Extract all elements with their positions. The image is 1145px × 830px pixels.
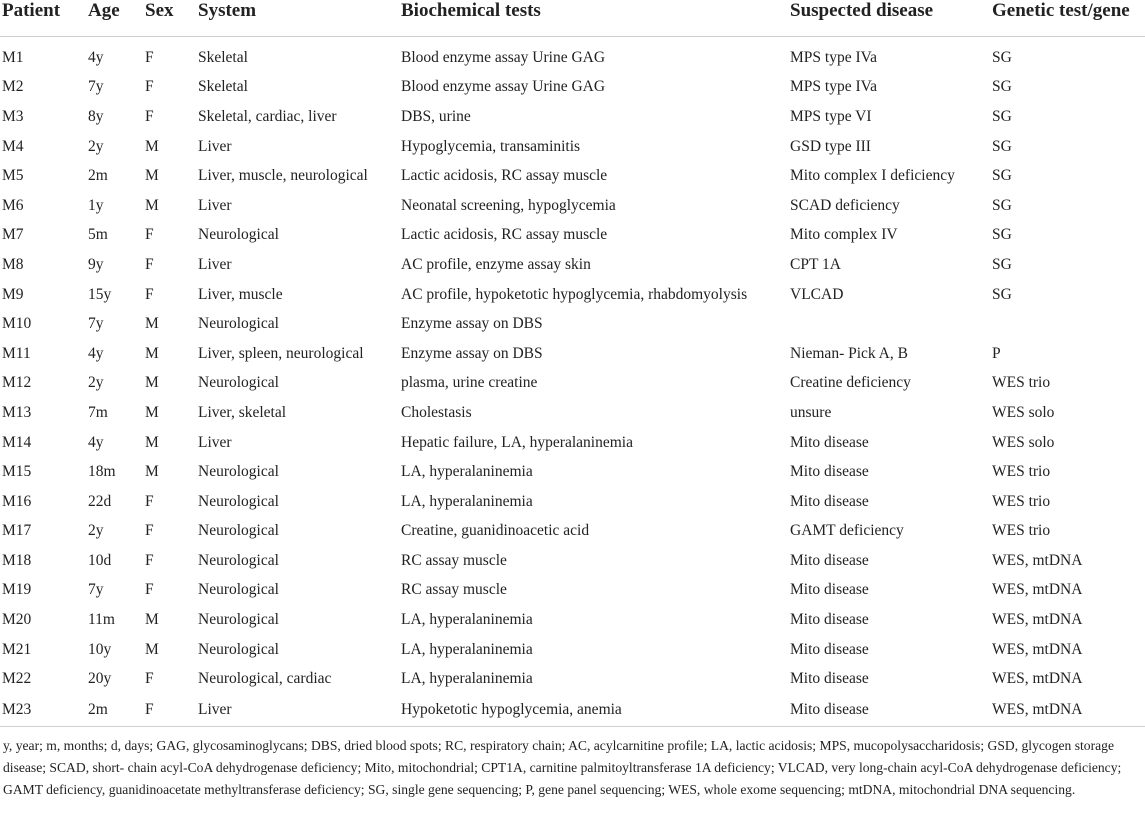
table-row [0, 664, 1145, 694]
col-age-cell: 4y [88, 433, 104, 451]
col-genetic-test-header: Genetic test/gene [990, 0, 1145, 37]
col-age-cell: 18m [88, 463, 116, 481]
col-system-cell: Neurological [198, 315, 279, 333]
col-genetic-test-cell: SG [992, 255, 1012, 273]
table-row [0, 635, 1145, 665]
col-patient-cell: M11 [2, 344, 31, 362]
table-row [0, 517, 1145, 547]
col-age-cell: 7m [88, 403, 108, 421]
col-suspected-disease-cell: Mito disease [790, 670, 869, 688]
col-patient-cell: M18 [2, 551, 32, 569]
col-patient-cell: M10 [2, 315, 32, 333]
col-system-cell: Skeletal [198, 78, 248, 96]
col-patient-header: Patient [0, 0, 86, 37]
col-suspected-disease-cell: VLCAD [790, 285, 844, 303]
col-patient-cell: M19 [2, 581, 32, 599]
col-genetic-test-cell: SG [992, 107, 1012, 125]
col-suspected-disease-cell: CPT 1A [790, 255, 841, 273]
table-row [0, 102, 1145, 132]
col-sex-cell: M [145, 433, 159, 451]
col-genetic-test-cell: SG [992, 285, 1012, 303]
col-system-cell: Liver [196, 694, 399, 727]
col-biochemical-tests-cell: Hypoglycemia, transaminitis [401, 137, 581, 155]
col-system-cell: Liver, muscle [198, 285, 283, 303]
table-footnote: y, year; m, months; d, days; GAG, glycosaminoglycans; DBS, dried blood spots; RC, respiratory chain; AC, acylcarnitine profile; LA, lactic acidosis; MPS, mucopolysaccharidosis; GSD, glycogen storage disease; SCAD, short- chain acyl-CoA dehydrogenase deficiency; Mito, mitochondrial; CPT1A, carnitine palmitoyltransferase 1A deficiency; VLCAD, very long-chain acyl-CoA dehydrogenase deficiency; GAMT deficiency, guanidinoacetate methyltransferase deficiency; SG, single gene sequencing; P, gene panel sequencing; WES, whole exome sequencing; mtDNA, mitochondrial DNA sequencing. [3, 738, 1122, 797]
col-sex-cell: M [145, 137, 159, 155]
col-biochemical-tests-cell: LA, hyperalaninemia [401, 670, 533, 688]
col-sex-cell: M [145, 196, 159, 214]
col-suspected-disease-cell: Mito disease [788, 694, 990, 727]
table-row [0, 694, 1145, 727]
col-patient-cell: M4 [2, 137, 24, 155]
col-genetic-test-cell: SG [992, 48, 1012, 66]
header-row [0, 0, 1145, 37]
col-age-cell: 1y [88, 196, 104, 214]
col-age-cell: 15y [88, 285, 112, 303]
col-system-cell: Neurological [198, 640, 279, 658]
table-row [0, 398, 1145, 428]
table-body [0, 37, 1145, 727]
col-sex-cell: M [145, 611, 159, 629]
col-sex-cell: M [145, 167, 159, 185]
table-row [0, 369, 1145, 399]
table-row [0, 221, 1145, 251]
col-patient-cell: M5 [2, 167, 24, 185]
col-patient-cell: M14 [2, 433, 32, 451]
col-system-cell: Liver [198, 137, 232, 155]
col-system-cell: Skeletal, cardiac, liver [198, 107, 337, 125]
col-patient-cell: M1 [2, 48, 24, 66]
col-suspected-disease-cell: SCAD deficiency [790, 196, 900, 214]
col-age-cell: 8y [88, 107, 104, 125]
col-age-cell: 2y [88, 137, 104, 155]
col-patient-cell: M3 [2, 107, 24, 125]
table-row [0, 132, 1145, 162]
col-system-cell: Liver [198, 433, 232, 451]
col-biochemical-tests-cell: LA, hyperalaninemia [401, 492, 533, 510]
col-biochemical-tests-cell: Enzyme assay on DBS [401, 344, 543, 362]
col-sex-cell: F [145, 226, 154, 244]
table-row [0, 546, 1145, 576]
col-biochemical-tests-cell: Neonatal screening, hypoglycemia [401, 196, 616, 214]
col-age-cell: 11m [88, 611, 115, 629]
table-row [0, 191, 1145, 221]
col-genetic-test-cell: SG [992, 226, 1012, 244]
col-age-cell: 2m [86, 694, 143, 727]
col-genetic-test-cell: P [992, 344, 1001, 362]
col-suspected-disease-cell: Mito disease [790, 433, 869, 451]
col-age-cell: 7y [88, 315, 104, 333]
col-patient-cell: M17 [2, 522, 32, 540]
col-genetic-test-cell: WES, mtDNA [992, 640, 1083, 658]
col-sex-cell: F [145, 670, 154, 688]
col-sex-cell: M [145, 463, 159, 481]
table-row [0, 576, 1145, 606]
col-age-cell: 2y [88, 374, 104, 392]
col-system-header: System [196, 0, 399, 37]
table-row [0, 487, 1145, 517]
col-biochemical-tests-cell: LA, hyperalaninemia [401, 640, 533, 658]
col-system-cell: Neurological [198, 611, 279, 629]
col-sex-cell: F [145, 492, 154, 510]
col-biochemical-tests-cell: Blood enzyme assay Urine GAG [401, 48, 606, 66]
col-sex-cell: F [145, 522, 154, 540]
col-age-cell: 9y [88, 255, 104, 273]
col-system-cell: Neurological [198, 226, 279, 244]
col-biochemical-tests-cell: Enzyme assay on DBS [401, 315, 543, 333]
col-genetic-test-cell: WES, mtDNA [992, 551, 1083, 569]
col-sex-cell: F [145, 551, 154, 569]
col-patient-cell: M9 [2, 285, 24, 303]
col-age-cell: 10d [88, 551, 112, 569]
col-genetic-test-cell: WES, mtDNA [990, 694, 1145, 727]
table-row [0, 37, 1145, 73]
col-suspected-disease-cell [788, 309, 990, 339]
col-system-cell: Neurological [198, 463, 279, 481]
col-biochemical-tests-header: Biochemical tests [399, 0, 788, 37]
col-patient-cell: M16 [2, 492, 32, 510]
table-row [0, 428, 1145, 458]
col-sex-cell: M [145, 315, 159, 333]
col-biochemical-tests-cell: Blood enzyme assay Urine GAG [401, 78, 606, 96]
col-age-cell: 22d [88, 492, 112, 510]
col-system-cell: Liver [198, 255, 232, 273]
col-biochemical-tests-cell: Creatine, guanidinoacetic acid [401, 522, 590, 540]
col-suspected-disease-cell: Mito disease [790, 581, 869, 599]
col-biochemical-tests-cell: LA, hyperalaninemia [401, 611, 533, 629]
col-system-cell: Neurological [198, 374, 279, 392]
col-genetic-test-cell: WES solo [992, 433, 1055, 451]
col-system-cell: Neurological [198, 492, 279, 510]
col-sex-cell: M [145, 403, 159, 421]
col-sex-cell: F [145, 255, 154, 273]
col-suspected-disease-cell: unsure [790, 403, 832, 421]
col-genetic-test-cell: SG [992, 167, 1012, 185]
col-biochemical-tests-cell: Lactic acidosis, RC assay muscle [401, 226, 608, 244]
col-suspected-disease-cell: MPS type IVa [790, 78, 877, 96]
col-system-cell: Neurological [198, 522, 279, 540]
col-genetic-test-cell: WES trio [992, 463, 1051, 481]
col-system-cell: Neurological, cardiac [198, 670, 332, 688]
table-header [0, 0, 1145, 37]
col-suspected-disease-cell: MPS type VI [790, 107, 872, 125]
col-biochemical-tests-cell: Cholestasis [401, 403, 472, 421]
col-suspected-disease-cell: Nieman- Pick A, B [790, 344, 908, 362]
col-biochemical-tests-cell: LA, hyperalaninemia [401, 463, 533, 481]
col-genetic-test-cell: WES, mtDNA [992, 611, 1083, 629]
col-sex-cell: F [145, 285, 154, 303]
col-age-cell: 4y [88, 344, 104, 362]
table-row [0, 280, 1145, 310]
col-patient-cell: M23 [0, 694, 86, 727]
col-sex-cell: F [145, 78, 154, 96]
col-suspected-disease-cell: Mito disease [790, 551, 869, 569]
table-row [0, 309, 1145, 339]
col-suspected-disease-cell: Mito disease [790, 492, 869, 510]
col-patient-cell: M7 [2, 226, 24, 244]
table-row [0, 161, 1145, 191]
col-patient-cell: M15 [2, 463, 32, 481]
col-genetic-test-cell: WES, mtDNA [992, 581, 1083, 599]
col-system-cell: Liver, muscle, neurological [198, 167, 368, 185]
col-genetic-test-cell: SG [992, 137, 1012, 155]
col-system-cell: Skeletal [198, 48, 248, 66]
col-genetic-test-cell [990, 309, 1145, 339]
col-biochemical-tests-cell: RC assay muscle [401, 581, 507, 599]
col-age-header: Age [86, 0, 143, 37]
col-suspected-disease-cell: GSD type III [790, 137, 871, 155]
col-biochemical-tests-cell: Lactic acidosis, RC assay muscle [401, 167, 608, 185]
col-age-cell: 10y [88, 640, 112, 658]
col-sex-cell: M [145, 344, 159, 362]
col-age-cell: 20y [88, 670, 112, 688]
col-patient-cell: M21 [2, 640, 32, 658]
col-patient-cell: M2 [2, 78, 24, 96]
col-biochemical-tests-cell: Hepatic failure, LA, hyperalaninemia [401, 433, 633, 451]
table-row [0, 250, 1145, 280]
col-biochemical-tests-cell: RC assay muscle [401, 551, 507, 569]
col-genetic-test-cell: SG [992, 78, 1012, 96]
col-sex-cell: M [145, 640, 159, 658]
col-biochemical-tests-cell: AC profile, enzyme assay skin [401, 255, 591, 273]
col-system-cell: Liver, skeletal [198, 403, 287, 421]
col-age-cell: 4y [88, 48, 104, 66]
col-age-cell: 7y [88, 78, 104, 96]
col-suspected-disease-cell: GAMT deficiency [790, 522, 904, 540]
table-row [0, 339, 1145, 369]
col-patient-cell: M12 [2, 374, 32, 392]
col-suspected-disease-cell: Creatine deficiency [790, 374, 911, 392]
col-sex-cell: F [145, 581, 154, 599]
col-patient-cell: M13 [2, 403, 32, 421]
col-age-cell: 5m [88, 226, 108, 244]
col-patient-cell: M8 [2, 255, 24, 273]
col-suspected-disease-cell: MPS type IVa [790, 48, 877, 66]
col-system-cell: Liver, spleen, neurological [198, 344, 364, 362]
col-system-cell: Liver [198, 196, 232, 214]
col-biochemical-tests-cell: Hypoketotic hypoglycemia, anemia [399, 694, 788, 727]
col-suspected-disease-cell: Mito disease [790, 640, 869, 658]
col-system-cell: Neurological [198, 581, 279, 599]
col-age-cell: 7y [88, 581, 104, 599]
col-suspected-disease-cell: Mito disease [790, 611, 869, 629]
col-biochemical-tests-cell: plasma, urine creatine [401, 374, 538, 392]
col-suspected-disease-cell: Mito complex I deficiency [790, 167, 955, 185]
table-row [0, 605, 1145, 635]
col-genetic-test-cell: WES trio [992, 522, 1051, 540]
col-biochemical-tests-cell: AC profile, hypoketotic hypoglycemia, rhabdomyolysis [401, 285, 748, 303]
col-genetic-test-cell: WES solo [992, 403, 1055, 421]
col-age-cell: 2y [88, 522, 104, 540]
col-sex-cell: F [145, 107, 154, 125]
col-biochemical-tests-cell: DBS, urine [401, 107, 471, 125]
col-genetic-test-cell: WES, mtDNA [992, 670, 1083, 688]
col-suspected-disease-cell: Mito disease [790, 463, 869, 481]
col-sex-cell: F [143, 694, 196, 727]
col-suspected-disease-header: Suspected disease [788, 0, 990, 37]
col-age-cell: 2m [88, 167, 108, 185]
col-suspected-disease-cell: Mito complex IV [790, 226, 898, 244]
col-patient-cell: M6 [2, 196, 24, 214]
table-row [0, 73, 1145, 103]
col-patient-cell: M20 [2, 611, 32, 629]
col-genetic-test-cell: WES trio [992, 492, 1051, 510]
col-sex-cell: F [145, 48, 154, 66]
table-row [0, 457, 1145, 487]
col-sex-header: Sex [143, 0, 196, 37]
col-patient-cell: M22 [2, 670, 32, 688]
col-sex-cell: M [145, 374, 159, 392]
col-genetic-test-cell: WES trio [992, 374, 1051, 392]
col-system-cell: Neurological [198, 551, 279, 569]
col-genetic-test-cell: SG [992, 196, 1012, 214]
